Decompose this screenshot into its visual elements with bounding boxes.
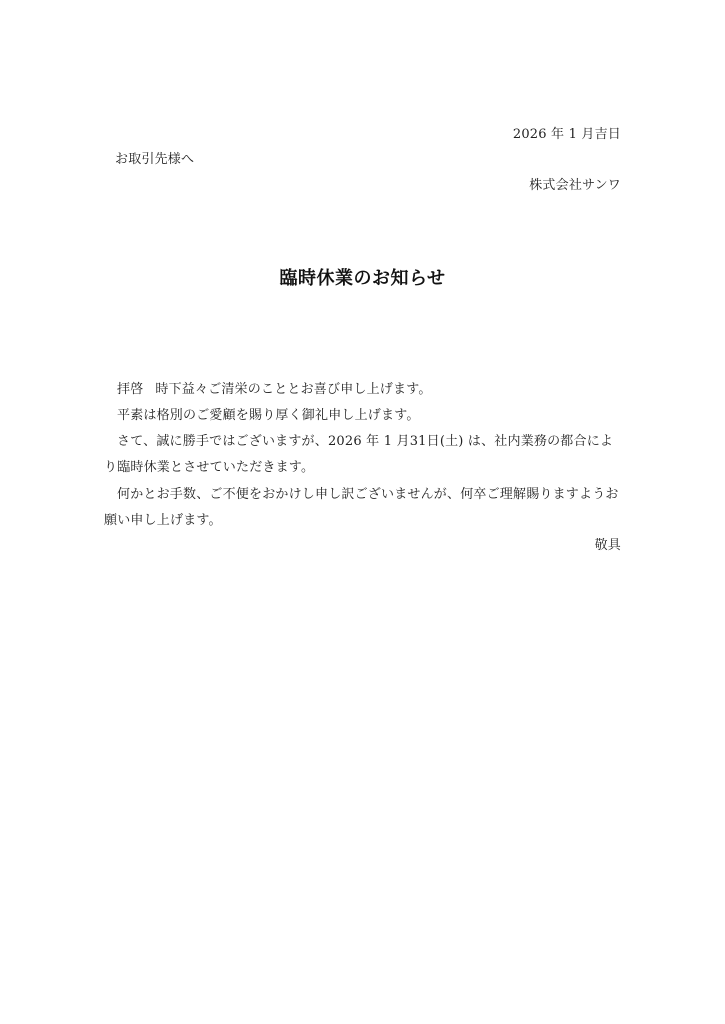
body-line-apology-continued: 願い申し上げます。 bbox=[104, 513, 222, 528]
body-line-thanks: 平素は格別のご愛顧を賜り厚く御礼申し上げます。 bbox=[117, 408, 420, 423]
document-recipient: お取引先様へ bbox=[115, 152, 195, 167]
document-closing: 敬具 bbox=[594, 538, 621, 553]
opening-word: 拝啓 bbox=[117, 382, 144, 397]
greeting-text: 時下益々ご清栄のこととお喜び申し上げます。 bbox=[155, 382, 432, 397]
document-date: 2026 年 1 月吉日 bbox=[512, 127, 621, 142]
body-line-closure-announcement: さて、誠に勝手ではございますが、2026 年 1 月31日(土) は、社内業務の都合によ bbox=[117, 434, 614, 449]
document-title: 臨時休業のお知らせ bbox=[279, 268, 446, 289]
body-line-apology: 何かとお手数、ご不便をおかけし申し訳ございませんが、何卒ご理解賜りますようお bbox=[117, 487, 619, 502]
document-sender: 株式会社サンワ bbox=[529, 178, 621, 193]
body-line-greeting bbox=[117, 382, 432, 398]
body-line-closure-continued: り臨時休業とさせていただきます。 bbox=[104, 460, 315, 475]
